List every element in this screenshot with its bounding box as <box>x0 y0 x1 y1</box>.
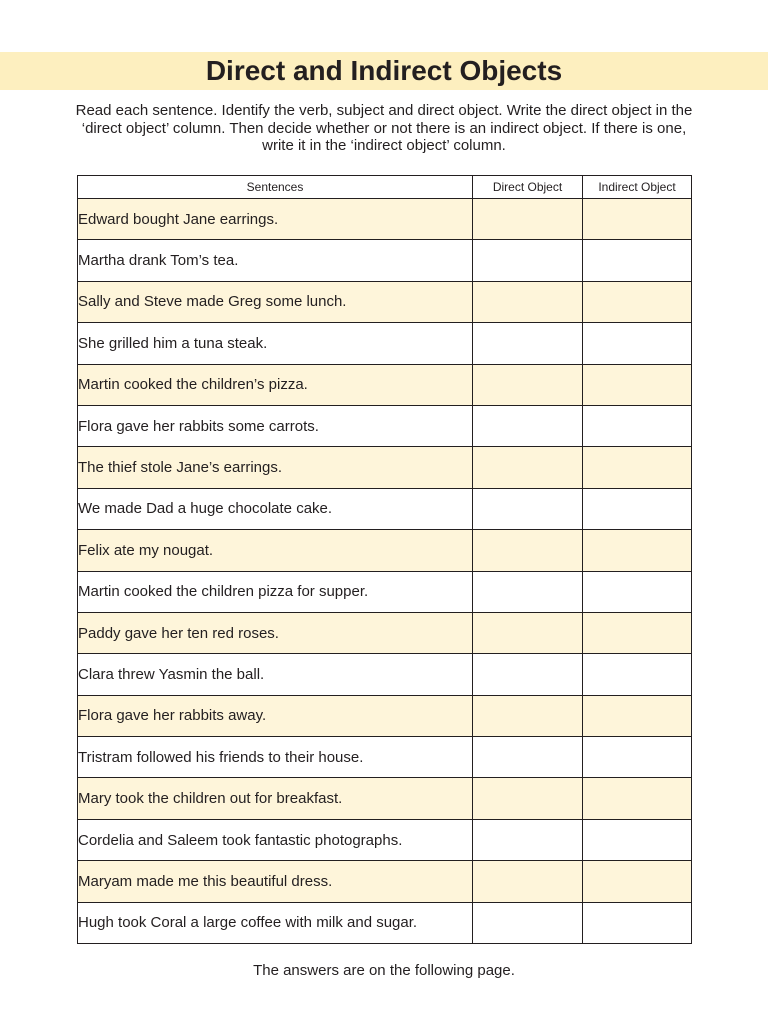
table-body <box>78 199 692 944</box>
indirect-object-cell[interactable] <box>583 695 692 736</box>
indirect-object-cell[interactable] <box>583 902 692 943</box>
direct-object-cell[interactable] <box>473 530 583 571</box>
direct-object-cell[interactable] <box>473 654 583 695</box>
sentence-cell: Mary took the children out for breakfast. <box>78 778 473 819</box>
sentence-cell: Tristram followed his friends to their house. <box>78 737 473 778</box>
header-indirect-object: Indirect Object <box>583 176 692 199</box>
table-row <box>78 488 692 529</box>
direct-object-cell[interactable] <box>473 737 583 778</box>
sentence-cell: We made Dad a huge chocolate cake. <box>78 488 473 529</box>
indirect-object-cell[interactable] <box>583 281 692 322</box>
sentence-cell: Cordelia and Saleem took fantastic photographs. <box>78 819 473 860</box>
table-header-row <box>78 176 692 199</box>
sentence-cell: Flora gave her rabbits some carrots. <box>78 405 473 446</box>
indirect-object-cell[interactable] <box>583 199 692 240</box>
indirect-object-cell[interactable] <box>583 364 692 405</box>
table-row <box>78 240 692 281</box>
indirect-object-cell[interactable] <box>583 819 692 860</box>
indirect-object-cell[interactable] <box>583 405 692 446</box>
sentence-cell: Martin cooked the children’s pizza. <box>78 364 473 405</box>
table-row <box>78 530 692 571</box>
sentence-cell: Flora gave her rabbits away. <box>78 695 473 736</box>
direct-object-cell[interactable] <box>473 199 583 240</box>
table-row <box>78 571 692 612</box>
footer-note: The answers are on the following page. <box>253 962 515 979</box>
sentence-cell: Sally and Steve made Greg some lunch. <box>78 281 473 322</box>
sentence-cell: Maryam made me this beautiful dress. <box>78 861 473 902</box>
indirect-object-cell[interactable] <box>583 240 692 281</box>
table-row <box>78 447 692 488</box>
table-row <box>78 612 692 653</box>
direct-object-cell[interactable] <box>473 488 583 529</box>
sentence-cell: She grilled him a tuna steak. <box>78 323 473 364</box>
table-row <box>78 737 692 778</box>
direct-object-cell[interactable] <box>473 861 583 902</box>
table-row <box>78 364 692 405</box>
page-title: Direct and Indirect Objects <box>205 55 563 86</box>
instructions: Read each sentence. Identify the verb, subject and direct object. Write the direct object in the ‘direct object’ column. Then decide whether or not there is an indirect object. If there is one, write it in the ‘indirect object’ column. <box>75 102 693 154</box>
direct-object-cell[interactable] <box>473 240 583 281</box>
table-row <box>78 902 692 943</box>
indirect-object-cell[interactable] <box>583 654 692 695</box>
direct-object-cell[interactable] <box>473 281 583 322</box>
sentence-cell: Paddy gave her ten red roses. <box>78 612 473 653</box>
table-row <box>78 861 692 902</box>
sentence-cell: Felix ate my nougat. <box>78 530 473 571</box>
direct-object-cell[interactable] <box>473 695 583 736</box>
sentence-cell: Clara threw Yasmin the ball. <box>78 654 473 695</box>
table-row <box>78 199 692 240</box>
sentence-cell: Martin cooked the children pizza for supper. <box>78 571 473 612</box>
table-row <box>78 778 692 819</box>
sentence-cell: Hugh took Coral a large coffee with milk and sugar. <box>78 902 473 943</box>
table-row <box>78 819 692 860</box>
sentence-cell: Martha drank Tom’s tea. <box>78 240 473 281</box>
table-row <box>78 281 692 322</box>
indirect-object-cell[interactable] <box>583 778 692 819</box>
indirect-object-cell[interactable] <box>583 861 692 902</box>
direct-object-cell[interactable] <box>473 902 583 943</box>
direct-object-cell[interactable] <box>473 405 583 446</box>
direct-object-cell[interactable] <box>473 364 583 405</box>
indirect-object-cell[interactable] <box>583 530 692 571</box>
header-sentences: Sentences <box>78 176 473 199</box>
indirect-object-cell[interactable] <box>583 571 692 612</box>
direct-object-cell[interactable] <box>473 447 583 488</box>
direct-object-cell[interactable] <box>473 571 583 612</box>
table-row <box>78 405 692 446</box>
sentence-cell: Edward bought Jane earrings. <box>78 199 473 240</box>
indirect-object-cell[interactable] <box>583 612 692 653</box>
worksheet-table <box>77 175 692 944</box>
direct-object-cell[interactable] <box>473 612 583 653</box>
indirect-object-cell[interactable] <box>583 488 692 529</box>
table-row <box>78 695 692 736</box>
indirect-object-cell[interactable] <box>583 737 692 778</box>
direct-object-cell[interactable] <box>473 778 583 819</box>
direct-object-cell[interactable] <box>473 819 583 860</box>
indirect-object-cell[interactable] <box>583 323 692 364</box>
table-row <box>78 323 692 364</box>
direct-object-cell[interactable] <box>473 323 583 364</box>
table-row <box>78 654 692 695</box>
header-direct-object: Direct Object <box>473 176 583 199</box>
indirect-object-cell[interactable] <box>583 447 692 488</box>
sentence-cell: The thief stole Jane’s earrings. <box>78 447 473 488</box>
